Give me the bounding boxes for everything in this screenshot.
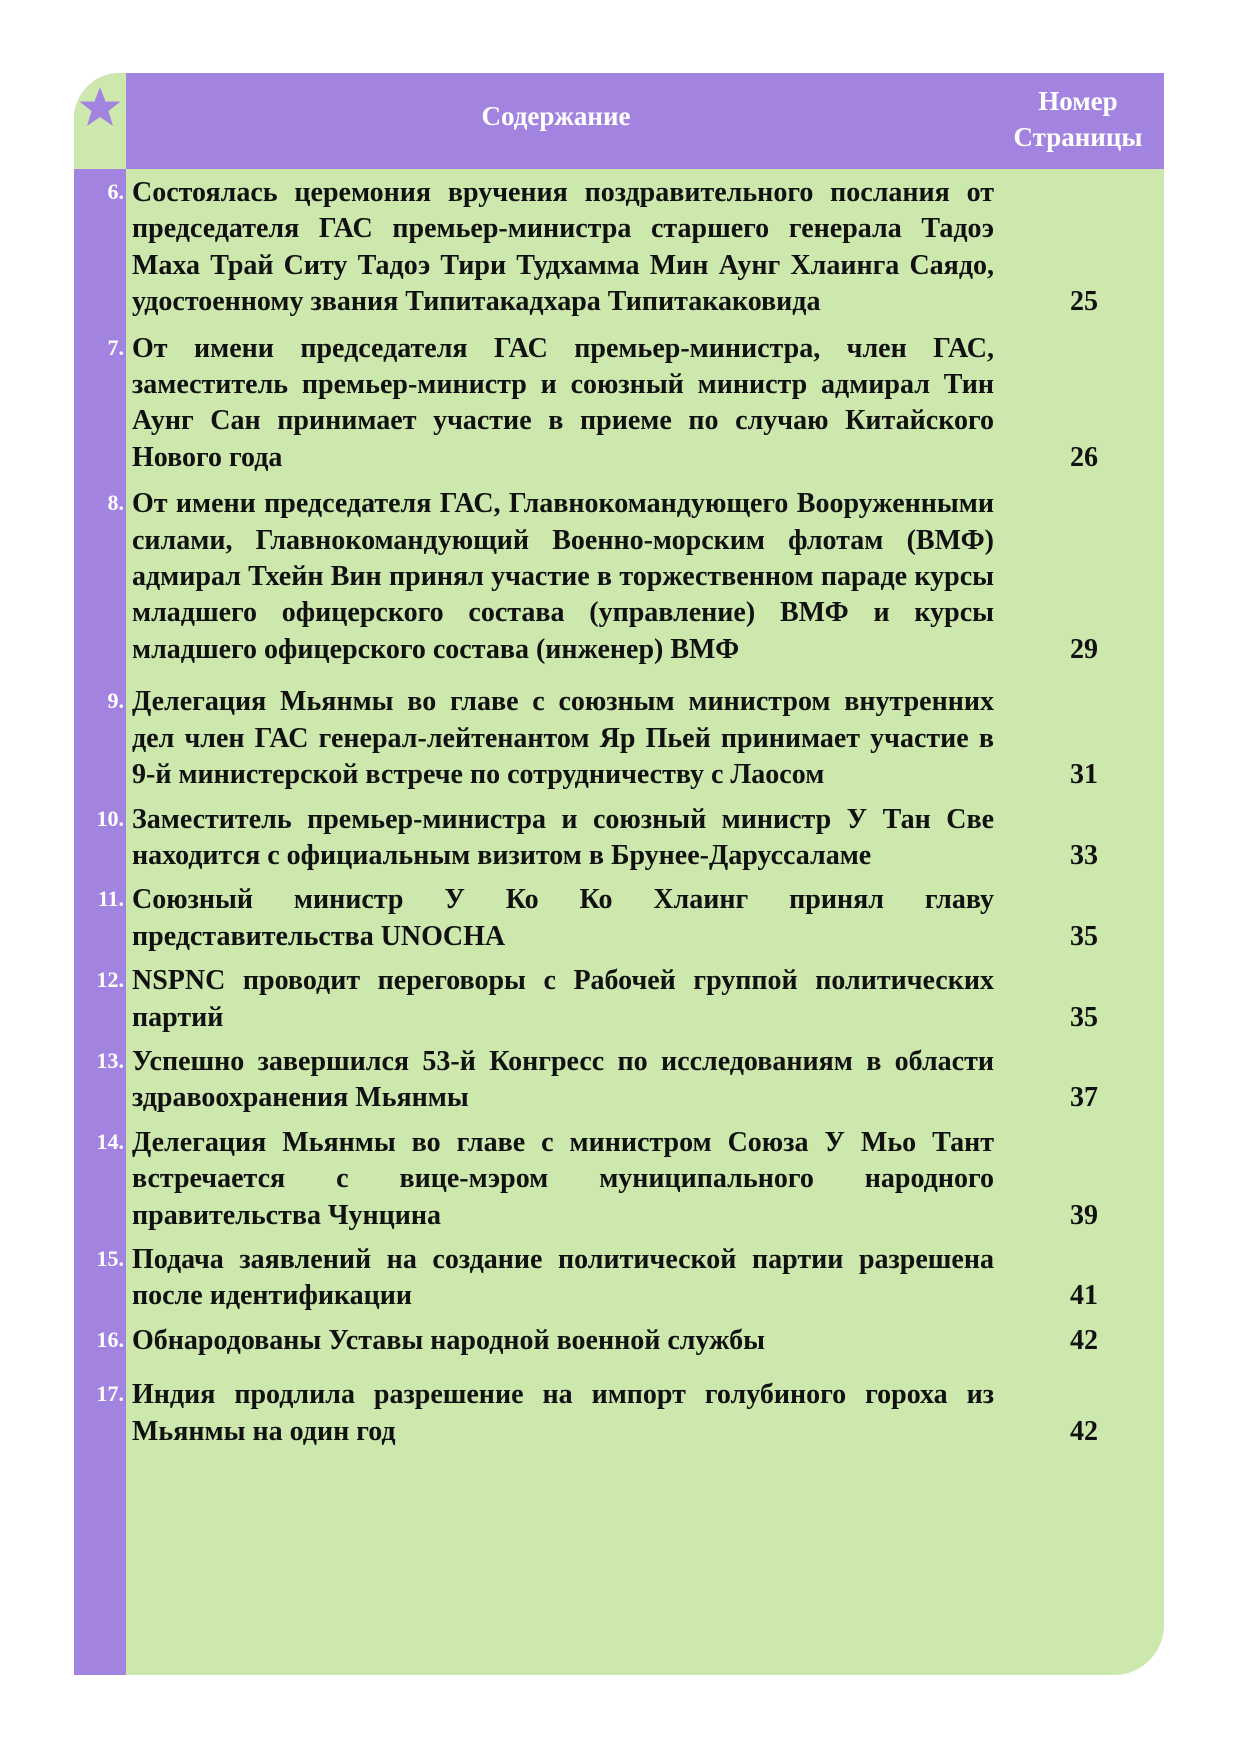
entry-title: Обнародованы Уставы народной военной службы [132, 1324, 765, 1356]
toc-entry[interactable] [74, 175, 1164, 321]
entry-title: NSPNC проводит переговоры с Рабочей группой политических партий [132, 965, 994, 1033]
entry-number: 7. [107, 334, 124, 360]
corner-cell [74, 73, 126, 169]
toc-entry[interactable] [74, 1044, 1164, 1117]
star-icon [78, 85, 122, 129]
entry-title: Состоялась церемония вручения поздравительного послания от председателя ГАС премьер-министра старшего генерала Тадоэ Маха Трай Ситу Тадоэ Тири Тудхамма Мин Аунг Хлаинга Саядо, удостоенному звания Типитакадхара Типитакаковида [132, 177, 994, 318]
page-number-heading-line2: Страницы [1013, 122, 1143, 152]
entry-number: 12. [96, 967, 124, 993]
toc-entry[interactable] [74, 486, 1164, 668]
entry-title: Союзный министр У Ко Ко Хлаинг принял главу представительства UNOCHA [132, 884, 994, 952]
entry-number: 16. [96, 1326, 124, 1352]
toc-entry[interactable] [74, 684, 1164, 793]
toc-entry[interactable] [74, 882, 1164, 955]
entry-page: 35 [1070, 1001, 1098, 1033]
entry-title: От имени председателя ГАС, Главнокомандующего Вооруженными силами, Главнокомандующий Военно-морским флотам (ВМФ) адмирал Тхейн Вин принял участие в торжественном параде курсы младшего офицерского состава (управление) ВМФ и курсы младшего офицерского состава (инженер) ВМФ [132, 488, 994, 665]
toc-panel [74, 73, 1164, 1675]
entry-number: 6. [107, 179, 124, 204]
entry-title: Заместитель премьер-министра и союзный министр У Тан Све находится с официальным визитом в Брунее-Даруссаламе [132, 803, 994, 871]
entry-title: Успешно завершился 53-й Конгресс по исследованиям в области здравоохранения Мьянмы [132, 1045, 994, 1114]
entry-page: 26 [1070, 441, 1098, 473]
toc-entry[interactable] [74, 1323, 1164, 1359]
entry-page: 39 [1070, 1199, 1098, 1231]
entry-number: 8. [107, 490, 124, 516]
entry-page: 42 [1070, 1415, 1098, 1447]
toc-entry[interactable] [74, 963, 1164, 1036]
entry-page: 31 [1070, 759, 1098, 791]
entry-page: 37 [1070, 1082, 1098, 1114]
entry-number: 14. [96, 1128, 124, 1154]
entry-title: От имени председателя ГАС премьер-министра, член ГАС, заместитель премьер-министр и союзный министр адмирал Тин Аунг Сан принимает участие в приеме по случаю Китайского Нового года [132, 332, 994, 473]
entry-number: 17. [96, 1381, 124, 1407]
entry-page: 41 [1070, 1280, 1098, 1312]
toc-entry[interactable] [74, 1377, 1164, 1450]
entry-title: Делегация Мьянмы во главе с союзным министром внутренних дел член ГАС генерал-лейтенантом Яр Пьей принимает участие в 9-й министерской встрече по сотрудничеству с Лаосом [132, 686, 994, 791]
page-number-heading [994, 83, 1162, 155]
entry-page: 42 [1070, 1324, 1098, 1356]
entry-title: Индия продлила разрешение на импорт голубиного гороха из Мьянмы на один год [132, 1379, 994, 1447]
toc-entry[interactable] [74, 1242, 1164, 1315]
entry-number: 15. [96, 1245, 124, 1271]
toc-list [74, 169, 1164, 1450]
entry-title: Подача заявлений на создание политической партии разрешена после идентификации [132, 1243, 994, 1312]
toc-entry[interactable] [74, 1125, 1164, 1234]
toc-entry[interactable] [74, 802, 1164, 875]
page-number-heading-line1: Номер [1038, 86, 1118, 116]
entry-number: 10. [96, 805, 124, 831]
entry-number: 13. [96, 1047, 124, 1073]
toc-title: Содержание [481, 101, 631, 131]
entry-title: Делегация Мьянмы во главе с министром Союза У Мьо Тант встречается с вице-мэром муниципального народного правительства Чунцина [132, 1126, 994, 1231]
toc-entry[interactable] [74, 331, 1164, 477]
entry-number: 9. [107, 688, 124, 714]
entry-page: 33 [1070, 839, 1098, 871]
entry-number: 11. [97, 886, 124, 912]
entry-page: 35 [1070, 920, 1098, 952]
entry-page: 29 [1070, 633, 1098, 665]
entry-page: 25 [1070, 286, 1098, 318]
